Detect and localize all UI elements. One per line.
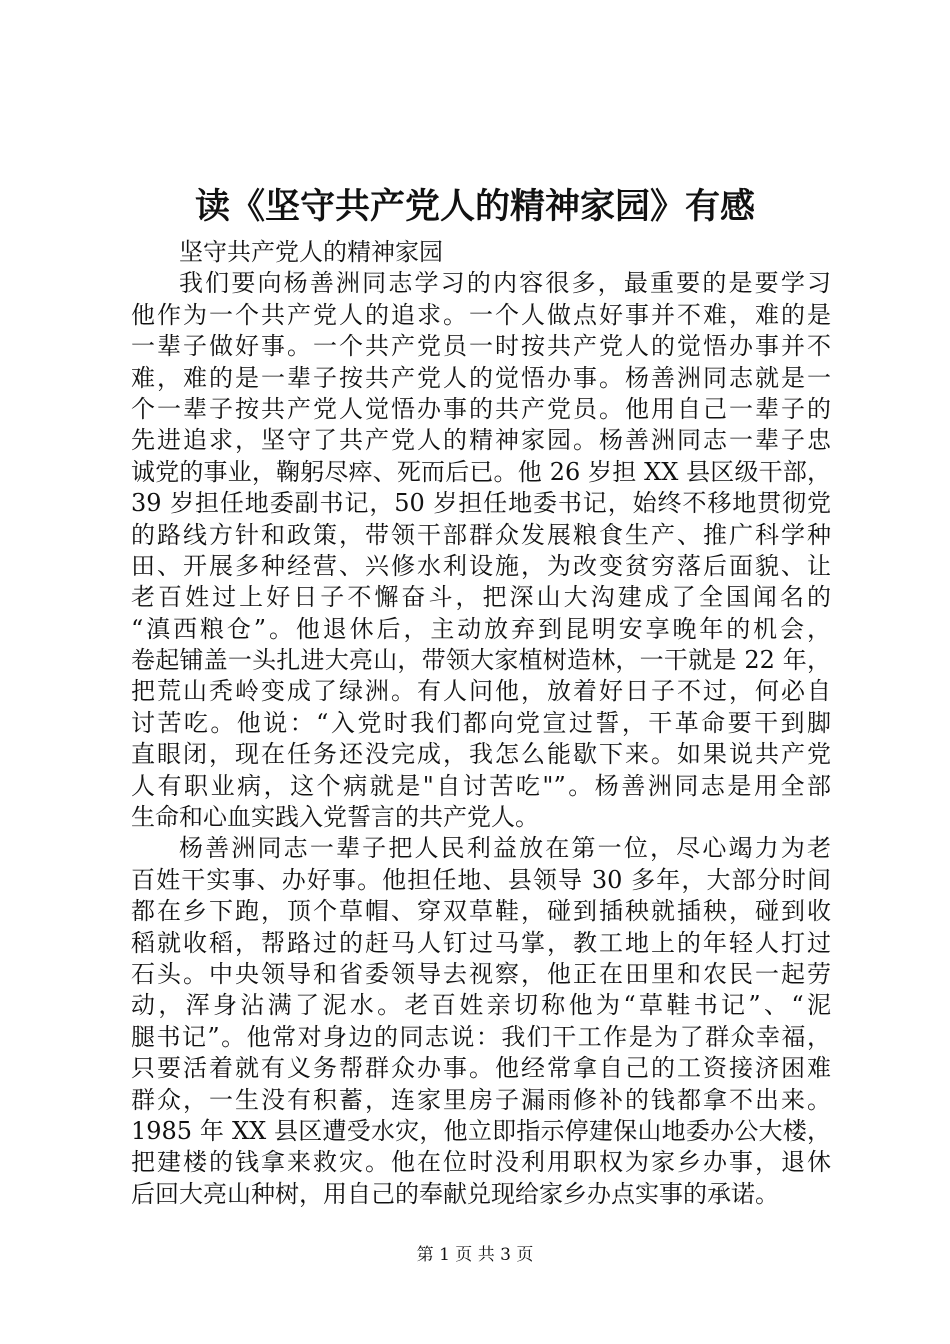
text-line: 群众，一生没有积蓄，连家里房子漏雨修补的钱都拿不出来。 — [131, 1085, 831, 1114]
text-line: 动，浑身沾满了泥水。老百姓亲切称他为“草鞋书记”、“泥 — [131, 991, 831, 1020]
text-line: 1985 年 XX 县区遭受水灾，他立即指示停建保山地委办公大楼， — [131, 1116, 831, 1145]
text-line: 把荒山秃岭变成了绿洲。有人问他，放着好日子不过，何必自 — [131, 677, 831, 706]
text-line: 把建楼的钱拿来救灾。他在位时没利用职权为家乡办事，退休 — [131, 1148, 831, 1177]
text-line: 我们要向杨善洲同志学习的内容很多，最重要的是要学习 — [179, 269, 831, 298]
text-line: 田、开展多种经营、兴修水利设施，为改变贫穷落后面貌、让 — [131, 551, 831, 580]
text-line: 百姓干实事、办好事。他担任地、县领导 30 多年，大部分时间 — [131, 865, 831, 894]
text-line: 诚党的事业，鞠躬尽瘁、死而后已。他 26 岁担 XX 县区级干部， — [131, 457, 831, 486]
text-line: 讨苦吃。他说：“入党时我们都向党宣过誓，干革命要干到脚 — [131, 708, 831, 737]
text-line: 石头。中央领导和省委领导去视察，他正在田里和农民一起劳 — [131, 959, 831, 988]
page-number-footer: 第 1 页 共 3 页 — [416, 1245, 534, 1265]
document-subtitle: 坚守共产党人的精神家园 — [179, 238, 443, 266]
text-line: 都在乡下跑，顶个草帽、穿双草鞋，碰到插秧就插秧，碰到收 — [131, 897, 831, 926]
text-line: 难，难的是一辈子按共产党人的觉悟办事。杨善洲同志就是一 — [131, 363, 831, 392]
text-line: 生命和心血实践入党誓言的共产党人。 — [131, 803, 539, 832]
text-line: 后回大亮山种树，用自己的奉献兑现给家乡办点实事的承诺。 — [131, 1179, 779, 1208]
text-line: “滇西粮仓”。他退休后，主动放弃到昆明安享晚年的机会， — [131, 614, 831, 643]
text-line: 先进追求，坚守了共产党人的精神家园。杨善洲同志一辈子忠 — [131, 426, 831, 455]
text-line: 腿书记”。他常对身边的同志说：我们干工作是为了群众幸福， — [131, 1022, 831, 1051]
text-line: 人有职业病，这个病就是"自讨苦吃"”。杨善洲同志是用全部 — [131, 771, 831, 800]
text-line: 一辈子做好事。一个共产党员一时按共产党人的觉悟办事并不 — [131, 332, 831, 361]
text-line: 稻就收稻，帮路过的赶马人钉过马掌，教工地上的年轻人打过 — [131, 928, 831, 957]
text-line: 卷起铺盖一头扎进大亮山，带领大家植树造林，一干就是 22 年， — [131, 646, 831, 675]
text-line: 39 岁担任地委副书记，50 岁担任地委书记，始终不移地贯彻党 — [131, 489, 831, 518]
document-body — [131, 237, 831, 1210]
document-title: 读《坚守共产党人的精神家园》有感 — [194, 186, 755, 227]
text-line: 个一辈子按共产党人觉悟办事的共产党员。他用自己一辈子的 — [131, 394, 831, 423]
text-line: 他作为一个共产党人的追求。一个人做点好事并不难，难的是 — [131, 300, 831, 329]
text-line: 杨善洲同志一辈子把人民利益放在第一位，尽心竭力为老 — [179, 834, 831, 863]
text-line: 只要活着就有义务帮群众办事。他经常拿自己的工资接济困难 — [131, 1054, 831, 1083]
text-line: 老百姓过上好日子不懈奋斗，把深山大沟建成了全国闻名的 — [131, 583, 831, 612]
text-line: 直眼闭，现在任务还没完成，我怎么能歇下来。如果说共产党 — [131, 740, 831, 769]
text-line: 的路线方针和政策，带领干部群众发展粮食生产、推广科学种 — [131, 520, 831, 549]
